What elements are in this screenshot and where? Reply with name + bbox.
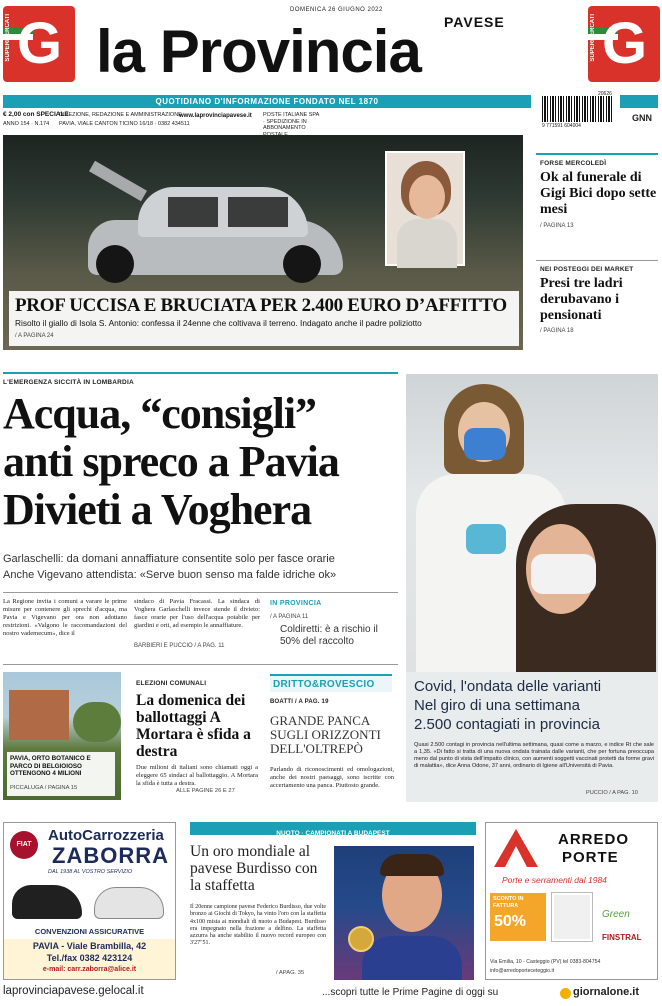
car-1-icon bbox=[12, 885, 82, 919]
main-col-1: La Regione invita i comuni a varare le prime misure per contenere gli sprechi d'acqua, ma Pavia e Vigevano per ora non adottano restrizioni. «Valgono le raccomandazioni del nostro vademecum», dice il bbox=[3, 598, 127, 637]
lead-ref[interactable]: / A PAGINA 24 bbox=[15, 333, 54, 339]
covid-box bbox=[406, 672, 658, 802]
zaborra-name-1: AutoCarrozzeria bbox=[48, 827, 164, 844]
side-ref-2[interactable]: / PAGINA 18 bbox=[540, 328, 574, 334]
nuoto-kicker: NUOTO · CAMPIONATI A BUDAPEST bbox=[276, 830, 390, 837]
nuoto-headline[interactable]: Un oro mondiale al pavese Burdisso con la staffetta bbox=[190, 843, 318, 894]
orto-caption-box bbox=[7, 752, 115, 796]
side-headline-2[interactable]: Presi tre ladri derubavano i pensionati bbox=[540, 276, 623, 323]
footer-left[interactable]: laprovinciapavese.gelocal.it bbox=[3, 985, 144, 997]
issue: ANNO 154 · N.174 bbox=[3, 121, 50, 127]
inbrief-ref[interactable]: / A PAGINA 11 bbox=[270, 614, 309, 620]
website[interactable]: www.laprovinciapavese.it bbox=[179, 113, 252, 119]
masthead-title[interactable]: la Provincia bbox=[96, 18, 421, 85]
car-illustration bbox=[88, 175, 348, 285]
nuoto-ref[interactable]: / APAG. 35 bbox=[276, 970, 305, 976]
dritto-body: Parlando di riconoscimenti ed omologazioni, anche dei nostri paesaggi, sono iscritte con accertamento una panca. Piuttosto grande. bbox=[270, 766, 394, 789]
tagline-bar bbox=[3, 95, 531, 108]
side-kicker-2: NEI POSTEGGI DEI MARKET bbox=[540, 266, 634, 273]
logo-vertical-text: SUPERMERCATI bbox=[590, 14, 596, 62]
logo-vertical-text: SUPERMERCATI bbox=[5, 14, 11, 62]
nuoto-kicker-bar bbox=[190, 822, 476, 835]
arredo-web[interactable]: info@arredoporteceteggio.it bbox=[490, 968, 555, 974]
lead-summary: Risolto il giallo di Isola S. Antonio: confessa il 24enne che coltivava il terreno. Indagato anche il padre poliziotto bbox=[15, 318, 422, 328]
zaborra-name-2: ZABORRA bbox=[52, 843, 169, 868]
main-kicker: L'EMERGENZA SICCITÀ IN LOMBARDIA bbox=[3, 379, 134, 386]
main-headline-1[interactable]: Acqua, “consigli” bbox=[3, 389, 317, 438]
covid-headline-2[interactable]: Nel giro di una settimana bbox=[414, 697, 580, 714]
inbrief-text[interactable]: Coldiretti: è a rischio il 50% del raccolto bbox=[280, 624, 378, 647]
tagline-bar-right bbox=[620, 95, 658, 108]
arredo-title-2: PORTE bbox=[562, 849, 619, 866]
masthead-subtitle: PAVESE bbox=[444, 14, 505, 30]
lead-text-box bbox=[9, 291, 519, 346]
main-headline-2[interactable]: anti spreco a Pavia bbox=[3, 437, 339, 486]
dritto-headline[interactable]: GRANDE PANCA SUGLI ORIZZONTI DELL'OLTREPÒ bbox=[270, 713, 381, 756]
covid-photo[interactable] bbox=[406, 374, 658, 672]
giornalone-icon bbox=[560, 988, 571, 999]
fiat-logo bbox=[10, 831, 38, 859]
arredo-address: Via Emilia, 10 - Casteggio (PV) tel 0383-804754 bbox=[490, 959, 601, 965]
dritto-head-box bbox=[270, 674, 392, 692]
main-col-2-ref[interactable]: BARBIERI E PUCCIO / A PAG. 11 bbox=[134, 643, 225, 649]
elezioni-kicker: ELEZIONI COMUNALI bbox=[136, 680, 207, 687]
covid-headline-3[interactable]: 2.500 contagiati in provincia bbox=[414, 716, 600, 733]
main-deck-2: Anche Vigevano attendista: «Serve buon senso ma falde idriche ok» bbox=[3, 569, 337, 581]
barcode-issue: 20626 bbox=[598, 91, 612, 97]
price: € 2,00 con SPECIALE bbox=[3, 111, 69, 118]
arredo-sconto: SCONTO IN FATTURA bbox=[493, 896, 524, 909]
address: PAVIA, VIALE CANTON TICINO 16/18 · 0382 434511 bbox=[59, 121, 190, 127]
logo-left[interactable] bbox=[3, 6, 75, 82]
barcode-number: 9 771591 604004 bbox=[542, 123, 581, 129]
date-line: DOMENICA 26 GIUGNO 2022 bbox=[290, 7, 383, 13]
dritto-author[interactable]: BOATTI / A PAG. 19 bbox=[270, 699, 329, 705]
orto-photo[interactable] bbox=[3, 672, 121, 800]
covid-body: Quasi 2.500 contagi in provincia nell'ultima settimana, quasi come a marzo, e indice Rt che sale a 1,35. «Di fatto si tratta di una nuova ondata trainata dalle varianti, che per fortuna preoccupa meno dal punto di vista dell'impatto clinico, con aumenti soggetti vaccinati protetti da forme gravi di malattia», dice Anna Odone, 37 anni, ordinario di Igiene all'Università di Pavia. bbox=[414, 742, 654, 769]
postal: POSTE ITALIANE SPA · SPEDIZIONE IN ABBONAMENTO bbox=[263, 112, 320, 131]
arredo-ad[interactable] bbox=[485, 822, 658, 980]
side-headline-1[interactable]: Ok al funerale di Gigi Bici dopo sette mesi bbox=[540, 170, 657, 217]
zaborra-address: PAVIA - Viale Brambilla, 42 bbox=[32, 941, 147, 951]
arredo-title-1: ARREDO bbox=[558, 831, 630, 848]
footer-right-text: ...scopri tutte le Prime Pagine di oggi su bbox=[322, 987, 499, 998]
arredo-finstral: FINSTRAL bbox=[602, 933, 642, 942]
tagline: QUOTIDIANO D'INFORMAZIONE FONDATO NEL 1870 bbox=[155, 97, 379, 106]
logo-right[interactable] bbox=[588, 6, 660, 82]
elezioni-body: Due milioni di italiani sono chiamati oggi a eleggere 65 sindaci al ballottaggio. A Mortara la sfida è tutta a destra. bbox=[136, 764, 258, 787]
zaborra-since: DAL 1938 AL VOSTRO SERVIZIO bbox=[48, 869, 133, 875]
covid-headline-1[interactable]: Covid, l'ondata delle varianti bbox=[414, 678, 602, 695]
nuoto-body: Il 20enne campione pavese Federico Burdisso, due volte bronzo ai Giochi di Tokyo, ha vinto l'oro con la staffetta 4x100 mista ai mondiali di nuoto a Budapest. Burdisso era impegnato nella frazione a delfino. La staffetta azzurra ha anche stabilito il nuovo record europeo con 3'27"51. bbox=[190, 904, 326, 947]
lead-headline[interactable]: PROF UCCISA E BRUCIATA PER 2.400 EURO D’AFFITTO bbox=[15, 295, 507, 316]
logo-letter: G bbox=[17, 11, 63, 76]
info-strip bbox=[3, 110, 533, 132]
side-stories bbox=[536, 135, 660, 350]
car-2-icon bbox=[94, 887, 164, 919]
zaborra-tel: Tel./fax 0382 423124 bbox=[46, 953, 133, 963]
zaborra-conv: CONVENZIONI ASSICURATIVE bbox=[34, 927, 145, 936]
arredo-subtitle: Porte e serramenti dal 1984 bbox=[502, 875, 607, 885]
main-deck-1: Garlaschelli: da domani annaffiature consentite solo per fasce orarie bbox=[3, 553, 335, 565]
arredo-green: Green bbox=[602, 909, 630, 920]
orto-ref[interactable]: PICCALUGA / PAGINA 15 bbox=[10, 785, 78, 791]
logo-letter: G bbox=[602, 11, 648, 76]
side-ref-1[interactable]: / PAGINA 13 bbox=[540, 223, 574, 229]
main-headline-3[interactable]: Divieti a Voghera bbox=[3, 485, 312, 534]
direzione: DIREZIONE, REDAZIONE E AMMINISTRAZIONE bbox=[59, 112, 182, 118]
victim-portrait[interactable] bbox=[385, 151, 465, 266]
side-kicker-1: FORSE MERCOLEDÌ bbox=[540, 160, 607, 167]
gnn-logo: GNN bbox=[632, 113, 652, 123]
elezioni-ref[interactable]: ALLE PAGINE 26 E 27 bbox=[176, 788, 235, 794]
lead-photo[interactable] bbox=[3, 135, 523, 350]
zaborra-mail[interactable]: e-mail: carr.zaborra@alice.it bbox=[42, 966, 137, 973]
masthead bbox=[0, 0, 662, 92]
orto-caption[interactable]: PAVIA, ORTO BOTANICO E PARCO DI BELGIOIOSO OTTENGONO 4 MILIONI bbox=[10, 755, 91, 777]
main-col-2: sindaco di Pavia Fracassi. La sindaca di Voghera Garlaschelli invece stende il divieto: fasce orarie per l'uso dell'acqua potabile per giardini e orti, ad esempio le annaffiature. bbox=[134, 598, 260, 629]
elezioni-headline[interactable]: La domenica dei ballottaggi A Mortara è sfida a destra bbox=[136, 692, 251, 760]
dritto-kicker: DRITTO&ROVESCIO bbox=[273, 679, 375, 690]
fiat-label: FIAT bbox=[16, 841, 32, 848]
barcode bbox=[542, 96, 614, 122]
arredo-sconto-box bbox=[490, 893, 546, 941]
covid-ref[interactable]: PUCCIO / A PAG. 10 bbox=[586, 790, 638, 796]
arredo-percent: 50% bbox=[494, 913, 527, 930]
arredo-window bbox=[552, 893, 592, 941]
footer-brand[interactable]: giornalone.it bbox=[573, 986, 639, 998]
arredo-logo bbox=[494, 829, 538, 867]
burdisso-photo[interactable] bbox=[334, 846, 474, 980]
inbrief-kicker: IN PROVINCIA bbox=[270, 600, 322, 607]
zaborra-ad[interactable] bbox=[3, 822, 176, 980]
